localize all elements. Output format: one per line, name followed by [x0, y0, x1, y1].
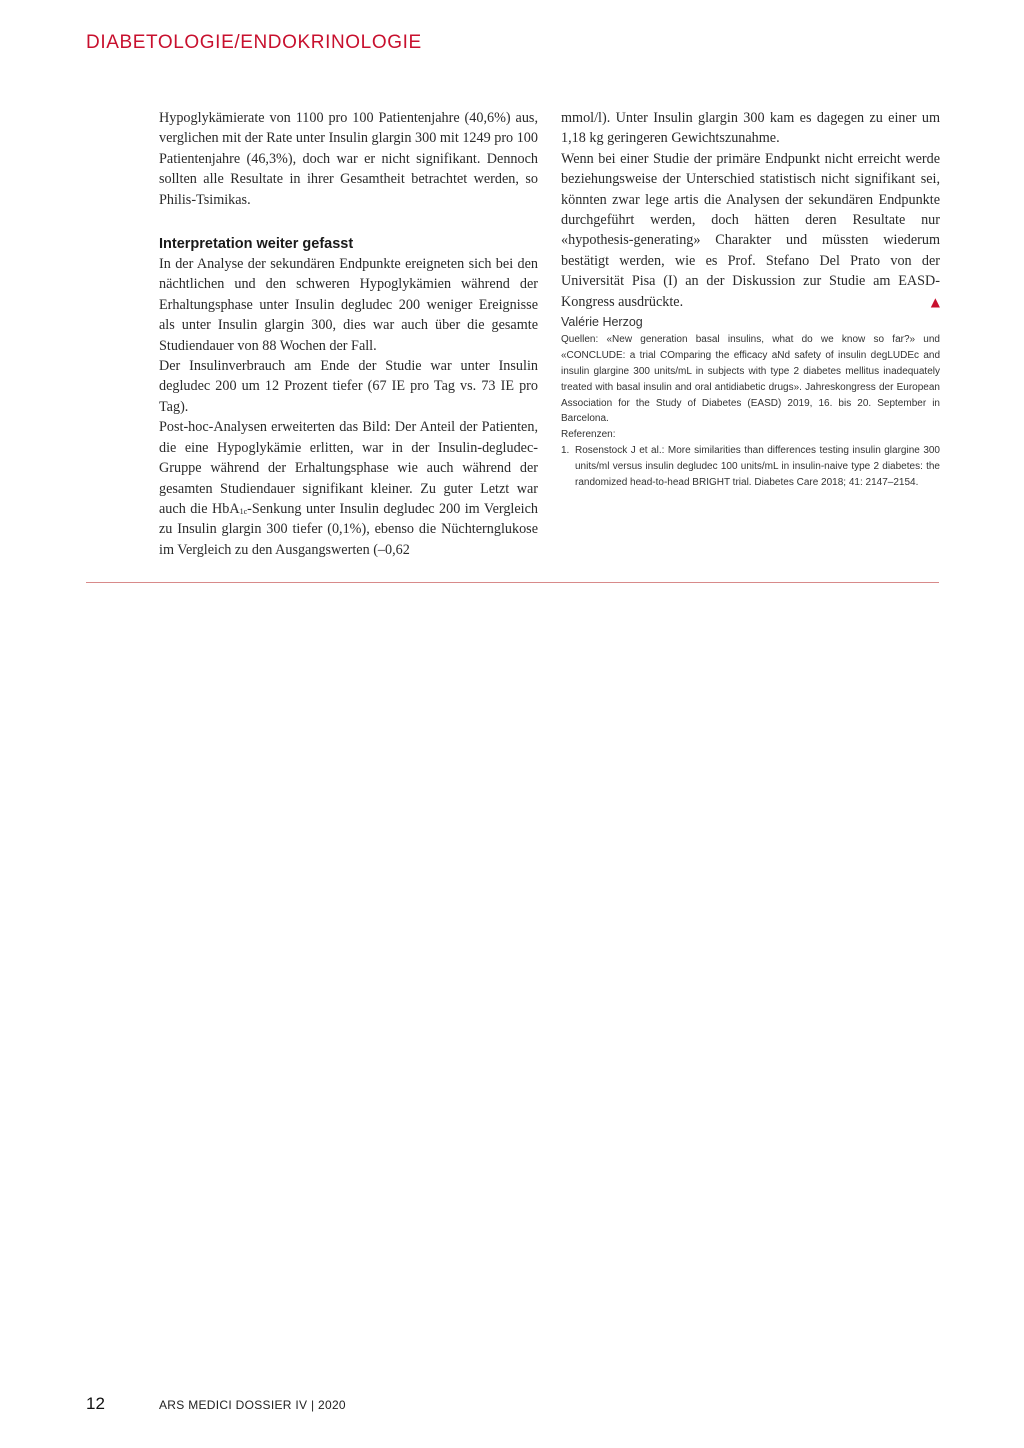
horizontal-divider	[86, 582, 939, 583]
paragraph-post-hoc	[159, 417, 538, 560]
section-title: DIABETOLOGIE/ENDOKRINOLOGIE	[86, 32, 422, 53]
journal-issue: ARS MEDICI DOSSIER IV | 2020	[159, 1398, 346, 1412]
conclusion-text: Wenn bei einer Studie der primäre Endpunkt nicht erreicht werde beziehungsweise der Unterschied statistisch nicht signifikant sei, könnten zwar lege artis die Analysen der sekundären Endpunkte durchgeführt werden, doch hätten deren Resultate nur «hypothesis-generating» Charakter und müssten wiederum bestätigt werden, wie es Prof. Stefano Del Prato von der Universität Pisa (I) an der Diskussion zur Studie am EASD-Kongress ausdrückte.	[561, 150, 940, 310]
left-column	[159, 108, 538, 560]
references-label: Referenzen:	[561, 429, 616, 441]
intro-paragraph: Hypoglykämierate von 1100 pro 100 Patientenjahre (40,6%) aus, verglichen mit der Rate unter Insulin glargin 300 mit 1249 pro 100 Patientenjahre (46,3%), doch war er nicht signifikant. Dennoch sollten alle Resultate in ihrer Gesamtheit betrachtet werden, so Philis-Tsimikas.	[159, 110, 538, 208]
post-hoc-text-start: Post-hoc-Analysen erweiterten das Bild: Der Anteil der Patienten, die eine Hypoglykämie erlitten, war in der Insulin-degludec-Gruppe während der Erhaltungsphase wie auch während der gesamten Studiendauer signifikant kleiner. Zu guter Letzt war auch die HbA	[159, 419, 538, 517]
subheading: Interpretation weiter gefasst	[159, 236, 354, 253]
page-number: 12	[86, 1394, 105, 1413]
end-of-article-icon: ▲	[930, 294, 940, 309]
post-hoc-text-end: -Senkung unter Insulin degludec 200 im Vergleich zu Insulin glargin 300 tiefer (0,1%), ebenso die Nüchternglukose im Vergleich zu den Ausgangswerten (–0,62	[159, 500, 538, 558]
paragraph-conclusion	[561, 149, 940, 312]
paragraph-secondary-endpoints: In der Analyse der sekundären Endpunkte ereigneten sich bei den nächtlichen und den schweren Hypoglykämien während der Erhaltungsphase unter Insulin degludec 200 weniger Ereignisse als unter Insulin glargin 300, dies war auch über die gesamte Studiendauer von 88 Wochen der Fall.	[159, 256, 538, 354]
reference-text: Rosenstock J et al.: More similarities than differences testing insulin glargine 300 units/ml versus insulin degludec 100 units/mL in insulin-naive type 2 diabetes: the randomized head-to-head BRIGHT trial. Diabetes Care 2018; 41: 2147–2154.	[575, 445, 940, 488]
reference-number: 1.	[561, 445, 570, 457]
right-column	[561, 108, 940, 490]
author-name: Valérie Herzog	[561, 315, 643, 330]
hba1c-subscript: 1c	[239, 506, 248, 516]
sources-note: Quellen: «New generation basal insulins, what do we know so far?» und «CONCLUDE: a trial COmparing the efficacy aNd safety of insulin degLUDEc and insulin glargine 300 units/mL in subjects with type 2 diabetes mellitus inadequately treated with basal insulin and oral antidiabetic drugs». Jahreskongress der European Association for the Study of Diabetes (EASD) 2019, 16. bis 20. September in Barcelona.	[561, 334, 940, 425]
paragraph-weight-gain: mmol/l). Unter Insulin glargin 300 kam es dagegen zu einer um 1,18 kg geringeren Gewichtszunahme.	[561, 110, 940, 147]
reference-item	[561, 443, 940, 490]
references-list	[561, 443, 940, 490]
paragraph-insulin-consumption: Der Insulinverbrauch am Ende der Studie war unter Insulin degludec 200 um 12 Prozent tiefer (67 IE pro Tag vs. 73 IE pro Tag).	[159, 358, 538, 415]
